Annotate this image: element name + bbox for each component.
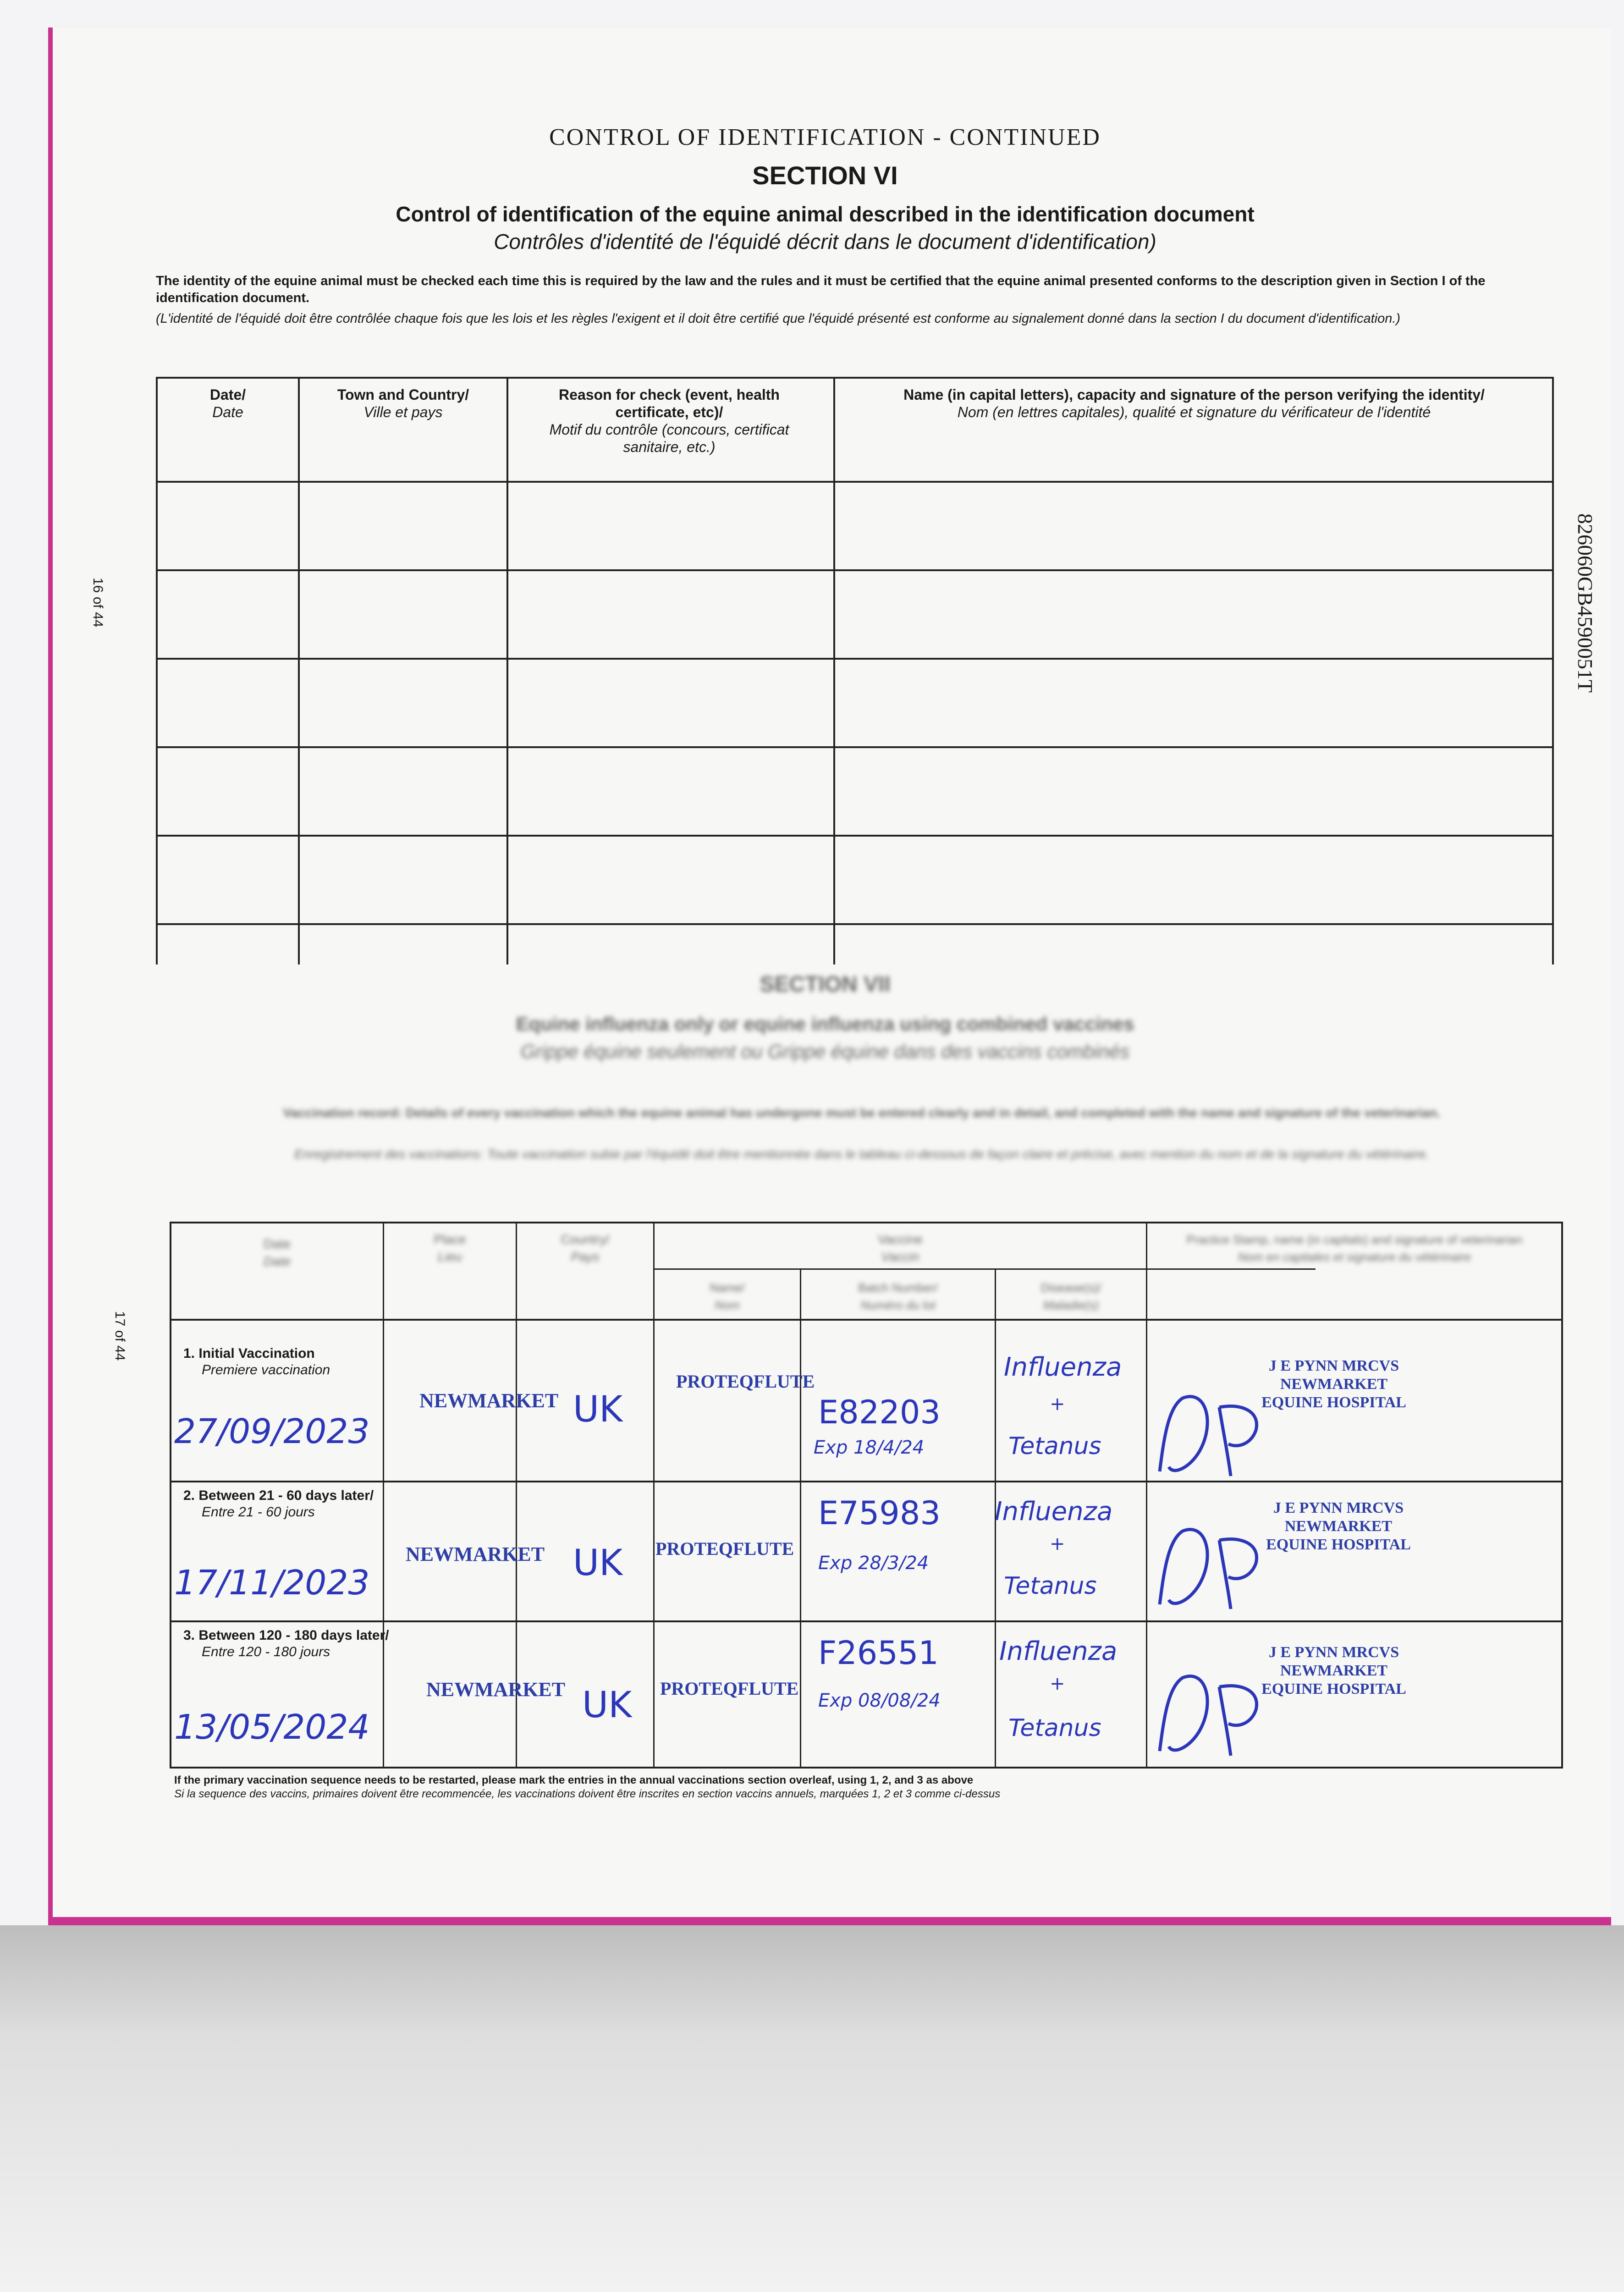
col-verifier-header: Name (in capital letters), capacity and signature of the person verifying the identity/ Nom (en lettres capitales), qualité et signature du vérificateur de l'identité <box>903 386 1485 420</box>
footnote-fr: Si la sequence des vaccins, primaires doivent être recommencée, les vaccinations doivent être inscrites en section vaccins annuels, marquées 1, 2 et 3 comme ci-dessus <box>174 1788 1001 1800</box>
vac-col-disease-header: Disease(s)/ Maladie(s) <box>1040 1281 1101 1312</box>
row-label: 3. Between 120 - 180 days later/ Entre 120 - 180 jours <box>183 1628 389 1659</box>
vac-col-vet-header: Practice Stamp, name (in capitals) and signature of veterinarian Nom en capitales et signature du vétérinaire <box>1186 1233 1523 1264</box>
col-reason-header: Reason for check (event, health certificate, etc)/ Motif du contrôle (concours, certificat sanitaire, etc.) <box>549 386 789 455</box>
vac-col-vaccine-header: Vaccine Vaccin <box>878 1232 923 1264</box>
vac-col-date-header: Date Date <box>263 1237 291 1268</box>
disease-2: Tetanus <box>1008 1714 1101 1742</box>
footnote-en: If the primary vaccination sequence needs to be restarted, please mark the entries in the annual vaccinations section overleaf, using 1, 2, and 3 as above <box>174 1774 974 1786</box>
batch-number: E75983 <box>818 1494 941 1532</box>
section-vi-intro-fr: (L'identité de l'équidé doit être contrôlée chaque fois que les lois et les règles l'exigent et il doit être certifié que l'équidé présenté est conforme au signalement donné dans la section I du document d'identification.) <box>156 311 1401 326</box>
country: UK <box>573 1543 623 1584</box>
vaccine-name-stamp: PROTEQFLUTE <box>676 1371 815 1392</box>
col-town-header: Town and Country/ Ville et pays <box>337 386 469 420</box>
vet-signature <box>1151 1513 1279 1618</box>
place-stamp: NEWMARKET <box>406 1543 545 1565</box>
vac-col-place-header: Place Lieu <box>434 1232 466 1264</box>
section-vi-intro-en: The identity of the equine animal must be checked each time this is required by the law and the rules and it must be certified that the equine animal presented conforms to the description given in Section I of the identification document. <box>156 274 1486 305</box>
vet-practice-stamp: J E PYNN MRCVS NEWMARKET EQUINE HOSPITAL <box>1261 1357 1406 1411</box>
batch-expiry: Exp 28/3/24 <box>818 1553 929 1574</box>
vet-practice-stamp: J E PYNN MRCVS NEWMARKET EQUINE HOSPITAL <box>1266 1499 1411 1553</box>
place-stamp: NEWMARKET <box>426 1678 566 1701</box>
vet-signature <box>1151 1380 1279 1485</box>
vaccine-name-stamp: PROTEQFLUTE <box>655 1538 794 1559</box>
disease-1: Influenza <box>1004 1352 1122 1382</box>
section-vi-heading-en: Control of identification of the equine animal described in the identification document <box>396 202 1255 226</box>
disease-2: Tetanus <box>1008 1432 1101 1460</box>
batch-expiry: Exp 18/4/24 <box>814 1437 925 1458</box>
vac-col-country-header: Country/ Pays <box>561 1232 610 1264</box>
country: UK <box>582 1685 632 1726</box>
disease-plus: + <box>1050 1673 1065 1694</box>
row-label: 2. Between 21 - 60 days later/ Entre 21 - 60 jours <box>183 1488 374 1520</box>
section-vii-intro-fr: Enregistrement des vaccinations: Toute vaccination subie par l'équidé doit être mentionnée dans le tableau ci-dessous de façon claire et précise, avec mention du nom et de la signature du vétérinaire. <box>294 1147 1429 1161</box>
disease-1: Influenza <box>999 1636 1118 1666</box>
scanner-bed-background <box>0 1925 1624 2292</box>
disease-1: Influenza <box>995 1497 1113 1526</box>
disease-plus: + <box>1050 1394 1065 1415</box>
disease-plus: + <box>1050 1533 1065 1554</box>
vac-col-batch-header: Batch Number/ Numéro du lot <box>858 1281 938 1312</box>
page-number-16: 16 of 44 <box>90 578 105 628</box>
section-vi-title: SECTION VI <box>752 161 898 190</box>
vac-col-name-header: Name/ Nom <box>710 1281 745 1312</box>
section-vi-heading-fr: Contrôles d'identité de l'équidé décrit dans le document d'identification) <box>494 230 1156 253</box>
country: UK <box>573 1389 623 1430</box>
disease-2: Tetanus <box>1004 1572 1097 1600</box>
running-title: CONTROL OF IDENTIFICATION - CONTINUED <box>549 124 1101 150</box>
section-vii-heading-en: Equine influenza only or equine influenza using combined vaccines <box>516 1013 1134 1035</box>
row-label: 1. Initial Vaccination Premiere vaccination <box>183 1346 330 1377</box>
page-number-17: 17 of 44 <box>112 1311 127 1361</box>
col-date-header: Date/ Date <box>209 386 246 420</box>
vet-signature <box>1151 1659 1279 1765</box>
identity-check-table <box>156 377 1554 964</box>
batch-number: E82203 <box>818 1394 941 1431</box>
section-vii-intro-en: Vaccination record: Details of every vaccination which the equine animal has undergone must be entered clearly and in detail, and completed with the name and signature of the veterinarian. <box>283 1106 1441 1120</box>
vaccination-date: 17/11/2023 <box>174 1563 370 1603</box>
batch-expiry: Exp 08/08/24 <box>818 1690 941 1711</box>
passport-code: 826060GB4590051T <box>1574 513 1597 693</box>
section-vii-heading-fr: Grippe équine seulement ou Grippe équine dans des vaccins combinés <box>520 1041 1130 1062</box>
vaccination-date: 27/09/2023 <box>174 1412 370 1451</box>
vaccine-name-stamp: PROTEQFLUTE <box>660 1678 799 1699</box>
place-stamp: NEWMARKET <box>419 1389 559 1412</box>
batch-number: F26551 <box>818 1634 939 1672</box>
section-vii-title: SECTION VII <box>760 972 891 997</box>
vaccination-date: 13/05/2024 <box>174 1708 370 1747</box>
vet-practice-stamp: J E PYNN MRCVS NEWMARKET EQUINE HOSPITAL <box>1261 1644 1406 1697</box>
